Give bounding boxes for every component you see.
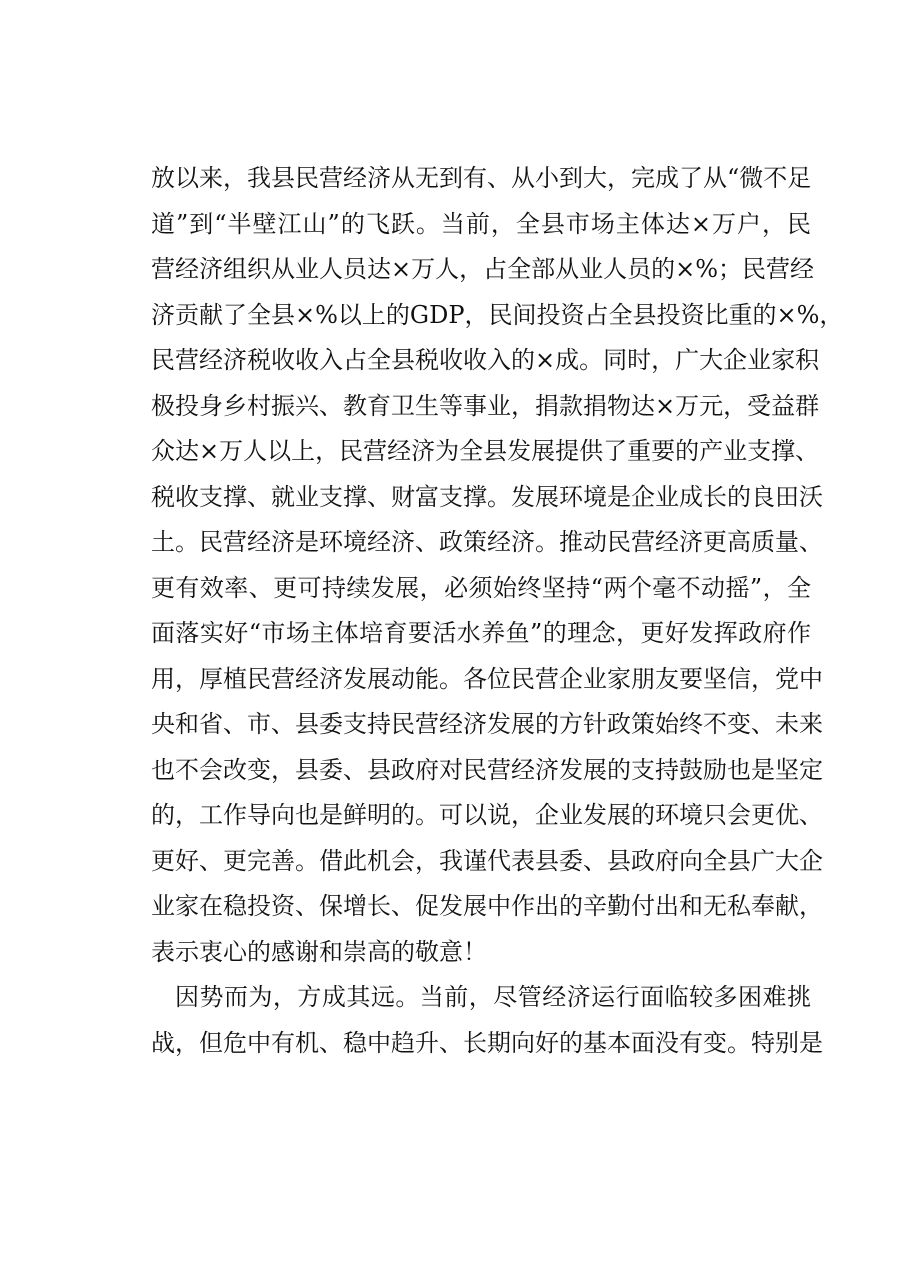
line-text: 众达×万人以上，民营经济为全县发展提供了重要的产业支撑、 <box>151 437 820 465</box>
text-line <box>151 748 823 794</box>
text-line <box>151 338 820 384</box>
line-text: 业家在稳投资、保增长、促发展中作出的辛勤付出和无私奉献， <box>151 892 823 920</box>
text-line-indented <box>151 975 811 1021</box>
text-line <box>151 702 823 748</box>
line-text: 极投身乡村振兴、教育卫生等事业，捐款捐物达×万元，受益群 <box>151 391 820 420</box>
line-text: 土。民营经济是环境经济、政策经济。推动民营经济更高质量、 <box>151 528 823 556</box>
text-line <box>151 793 823 839</box>
text-line <box>151 202 811 248</box>
text-line <box>151 156 811 202</box>
line-text: 央和省、市、县委支持民营经济发展的方针政策始终不变、未来 <box>151 710 823 738</box>
line-text: 税收支撑、就业支撑、财富支撑。发展环境是企业成长的良田沃 <box>151 482 823 511</box>
text-line <box>151 566 811 612</box>
text-line <box>151 611 811 657</box>
line-text: 表示衷心的感谢和崇高的敬意！ <box>151 937 487 966</box>
line-text: 也不会改变，县委、县政府对民营经济发展的支持鼓励也是坚定 <box>151 755 823 784</box>
line-text: 道”到“半壁江山”的飞跃。当前，全县市场主体达×万户，民 <box>151 209 811 238</box>
line-text: 用，厚植民营经济发展动能。各位民营企业家朋友要坚信，党中 <box>151 664 823 693</box>
text-line <box>151 1021 823 1067</box>
line-text: 因势而为，方成其远。当前，尽管经济运行面临较多困难挑 <box>175 983 811 1011</box>
text-line <box>151 520 823 566</box>
line-text: 更好、更完善。借此机会，我谨代表县委、县政府向全县广大企 <box>151 846 823 875</box>
text-line <box>151 930 811 976</box>
text-line <box>151 384 820 430</box>
line-text: 民营经济税收收入占全县税收收入的×成。同时，广大企业家积 <box>151 346 820 374</box>
text-line <box>151 293 844 339</box>
text-line <box>151 884 823 930</box>
text-line <box>151 839 823 885</box>
line-text: 济贡献了全县×%以上的GDP，民间投资占全县投资比重的×%， <box>151 300 844 329</box>
line-text: 战，但危中有机、稳中趋升、长期向好的基本面没有变。特别是 <box>151 1028 823 1057</box>
text-line <box>151 475 823 521</box>
line-text: 面落实好“市场主体培育要活水养鱼”的理念，更好发挥政府作 <box>151 619 811 647</box>
text-line <box>151 247 815 293</box>
text-line <box>151 429 820 475</box>
document-body <box>151 156 844 1066</box>
line-text: 更有效率、更可持续发展，必须始终坚持“两个毫不动摇”，全 <box>151 573 811 602</box>
line-text: 放以来，我县民营经济从无到有、从小到大，完成了从“微不足 <box>151 164 812 192</box>
text-line <box>151 657 823 703</box>
line-text: 的，工作导向也是鲜明的。可以说，企业发展的环境只会更优、 <box>151 801 823 829</box>
line-text: 营经济组织从业人员达×万人，占全部从业人员的×%；民营经 <box>151 255 815 283</box>
